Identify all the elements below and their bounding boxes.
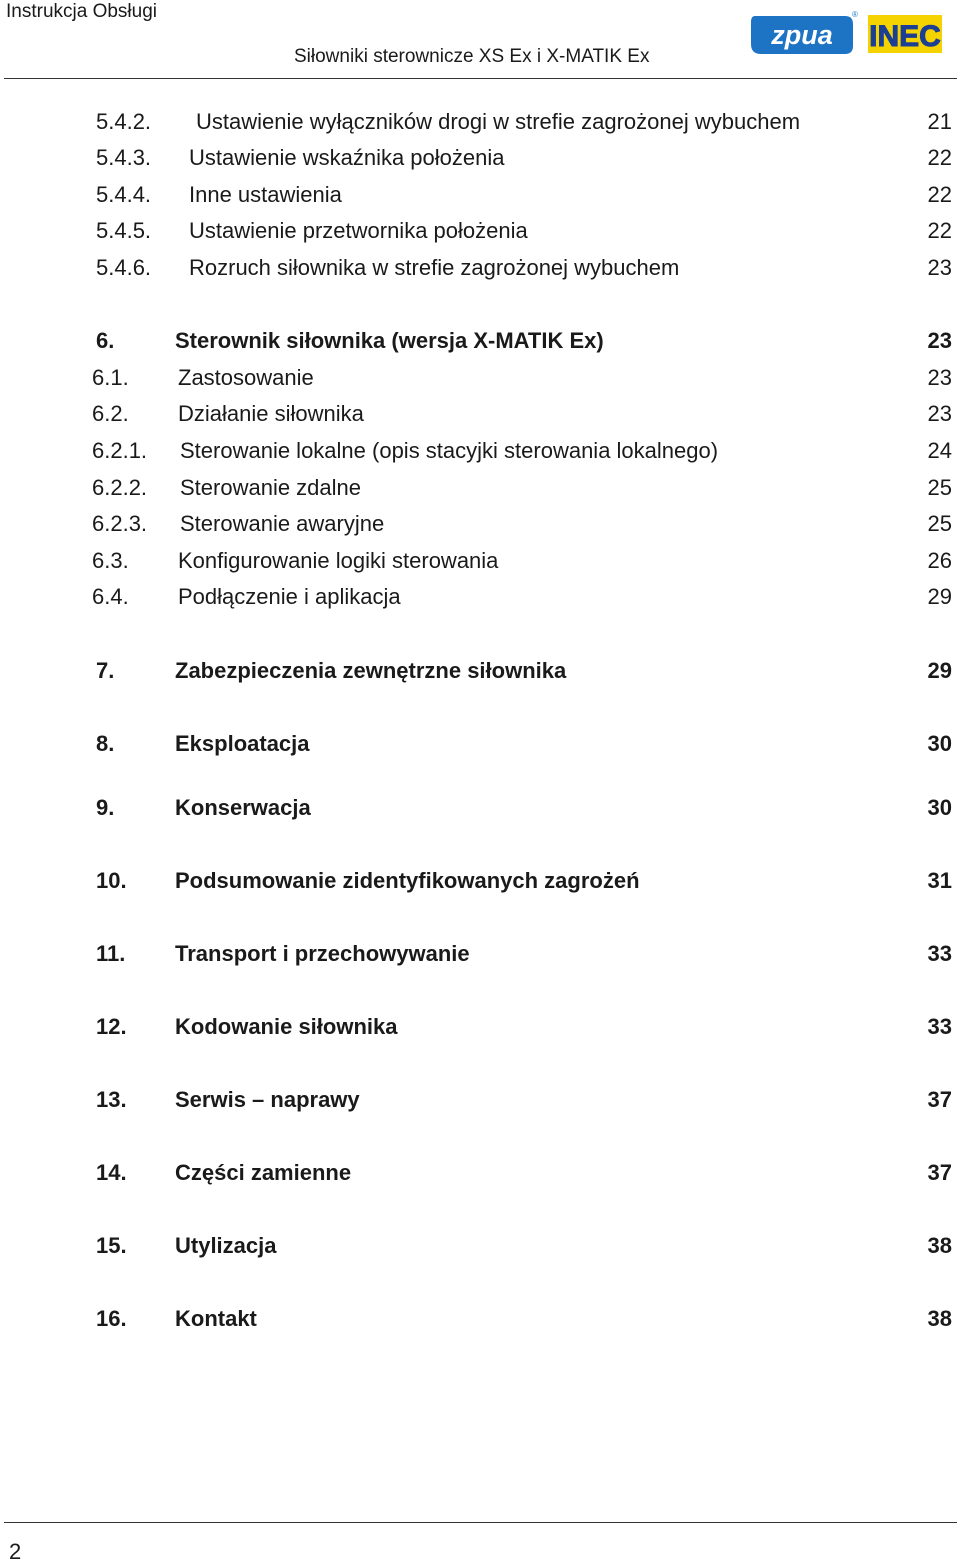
toc-entry: [92, 399, 952, 429]
toc-entry: [92, 473, 952, 503]
toc-entry-page: 33: [927, 1014, 952, 1039]
toc-entry-number: 7.: [96, 658, 115, 683]
toc-entry-page: 25: [927, 475, 952, 500]
toc-entry-page: 29: [927, 658, 952, 683]
toc-entry: [96, 216, 952, 246]
toc-entry-title: Działanie siłownika: [178, 401, 364, 426]
toc-entry-page: 31: [927, 868, 952, 893]
toc-entry-page: 37: [927, 1087, 952, 1112]
svg-text:®: ®: [852, 10, 858, 19]
toc-entry-title: Części zamienne: [175, 1160, 352, 1185]
toc-entry-number: 6.2.1.: [92, 438, 148, 463]
toc-entry: [92, 546, 952, 576]
toc-entry-number: 6.1.: [92, 365, 129, 390]
toc-chapter: [96, 1012, 952, 1042]
toc-entry-page: 24: [927, 438, 952, 463]
toc-entry-title: Konfigurowanie logiki sterowania: [178, 548, 499, 573]
toc-entry-number: 6.2.: [92, 401, 129, 426]
toc-entry-title: Zastosowanie: [178, 365, 314, 390]
toc-entry-title: Podłączenie i aplikacja: [178, 584, 401, 609]
toc-chapter: [96, 1085, 952, 1115]
toc-entry-number: 10.: [96, 868, 127, 893]
toc-entry-title: Inne ustawienia: [189, 182, 342, 207]
toc-entry-number: 5.4.2.: [96, 109, 152, 134]
toc-chapter: [96, 793, 952, 823]
toc-entry-page: 29: [927, 584, 952, 609]
toc-entry-number: 9.: [96, 795, 115, 820]
toc-entry-page: 33: [927, 941, 952, 966]
inec-logo: [868, 15, 942, 53]
toc-entry-number: 12.: [96, 1014, 127, 1039]
toc-entry-title: Kodowanie siłownika: [175, 1014, 398, 1039]
toc-chapter: [96, 939, 952, 969]
toc-entry-number: 6.3.: [92, 548, 129, 573]
toc-entry-title: Podsumowanie zidentyfikowanych zagrożeń: [175, 868, 640, 893]
svg-text:INEC: INEC: [869, 20, 941, 53]
svg-text:zpua: zpua: [771, 20, 833, 50]
toc-entry-number: 6.2.3.: [92, 511, 148, 536]
toc-entry-page: 23: [927, 328, 952, 353]
toc-entry-title: Konserwacja: [175, 795, 311, 820]
toc-entry-title: Ustawienie przetwornika położenia: [189, 218, 528, 243]
toc-entry-page: 30: [927, 731, 952, 756]
toc-chapter: [96, 1158, 952, 1188]
document-subtitle: Siłowniki sterownicze XS Ex i X-MATIK Ex: [294, 46, 650, 67]
toc-entry-number: 13.: [96, 1087, 127, 1112]
toc-entry: [96, 180, 952, 210]
toc-entry: [96, 143, 952, 173]
toc-entry-title: Zabezpieczenia zewnętrzne siłownika: [175, 658, 567, 683]
toc-entry-page: 26: [927, 548, 952, 573]
toc-entry-title: Sterowanie awaryjne: [180, 511, 385, 536]
toc-entry-page: 22: [927, 145, 952, 170]
toc-entry-title: Kontakt: [175, 1306, 257, 1331]
toc-chapter: [96, 1304, 952, 1334]
toc-entry-page: 37: [927, 1160, 952, 1185]
toc-entry-number: 5.4.5.: [96, 218, 152, 243]
toc-entry-title: Utylizacja: [175, 1233, 277, 1258]
zpua-logo: [749, 12, 857, 58]
toc-chapter: [96, 729, 952, 759]
toc-entry-title: Ustawienie wskaźnika położenia: [189, 145, 505, 170]
toc-entry-page: 23: [927, 401, 952, 426]
toc-entry-number: 6.: [96, 328, 115, 353]
toc-entry-page: 22: [927, 182, 952, 207]
toc-entry-page: 23: [927, 255, 952, 280]
toc-entry-page: 22: [927, 218, 952, 243]
toc-entry-number: 5.4.4.: [96, 182, 152, 207]
toc-chapter: [96, 866, 952, 896]
toc-entry-number: 5.4.6.: [96, 255, 152, 280]
toc-chapter: [96, 656, 952, 686]
toc-entry: [92, 582, 952, 612]
toc-entry: [92, 436, 952, 466]
document-title: Instrukcja Obsługi: [6, 1, 158, 22]
toc-entry-number: 6.4.: [92, 584, 129, 609]
toc-entry-page: 38: [927, 1306, 952, 1331]
toc-entry: [96, 253, 952, 283]
toc-entry-number: 8.: [96, 731, 115, 756]
toc-entry-title: Serwis – naprawy: [175, 1087, 360, 1112]
toc-entry: [92, 509, 952, 539]
toc-entry-page: 23: [927, 365, 952, 390]
toc-entry-title: Sterownik siłownika (wersja X-MATIK Ex): [175, 328, 604, 353]
toc-entry-number: 11.: [96, 941, 126, 966]
toc-entry-number: 6.2.2.: [92, 475, 148, 500]
toc-entry-title: Transport i przechowywanie: [175, 941, 470, 966]
toc-entry-page: 21: [927, 109, 952, 134]
header-divider: [4, 78, 957, 79]
footer-divider: [4, 1522, 957, 1523]
toc-entry-page: 30: [927, 795, 952, 820]
toc-entry-page: 38: [927, 1233, 952, 1258]
toc-entry-page: 25: [927, 511, 952, 536]
toc-entry-number: 14.: [96, 1160, 127, 1185]
toc-chapter: [96, 326, 952, 356]
page-number: 2: [9, 1539, 22, 1564]
toc-entry-title: Sterowanie zdalne: [180, 475, 362, 500]
toc-entry-number: 15.: [96, 1233, 127, 1258]
toc-entry-title: Eksploatacja: [175, 731, 310, 756]
toc-entry-number: 16.: [96, 1306, 127, 1331]
toc-entry-title: Sterowanie lokalne (opis stacyjki sterowania lokalnego): [180, 438, 719, 463]
toc-entry-number: 5.4.3.: [96, 145, 152, 170]
toc-entry: [92, 363, 952, 393]
toc-chapter: [96, 1231, 952, 1261]
toc-entry-title: Rozruch siłownika w strefie zagrożonej wybuchem: [189, 255, 680, 280]
toc-entry-title: Ustawienie wyłączników drogi w strefie zagrożonej wybuchem: [196, 109, 801, 134]
toc-entry: [96, 107, 952, 137]
